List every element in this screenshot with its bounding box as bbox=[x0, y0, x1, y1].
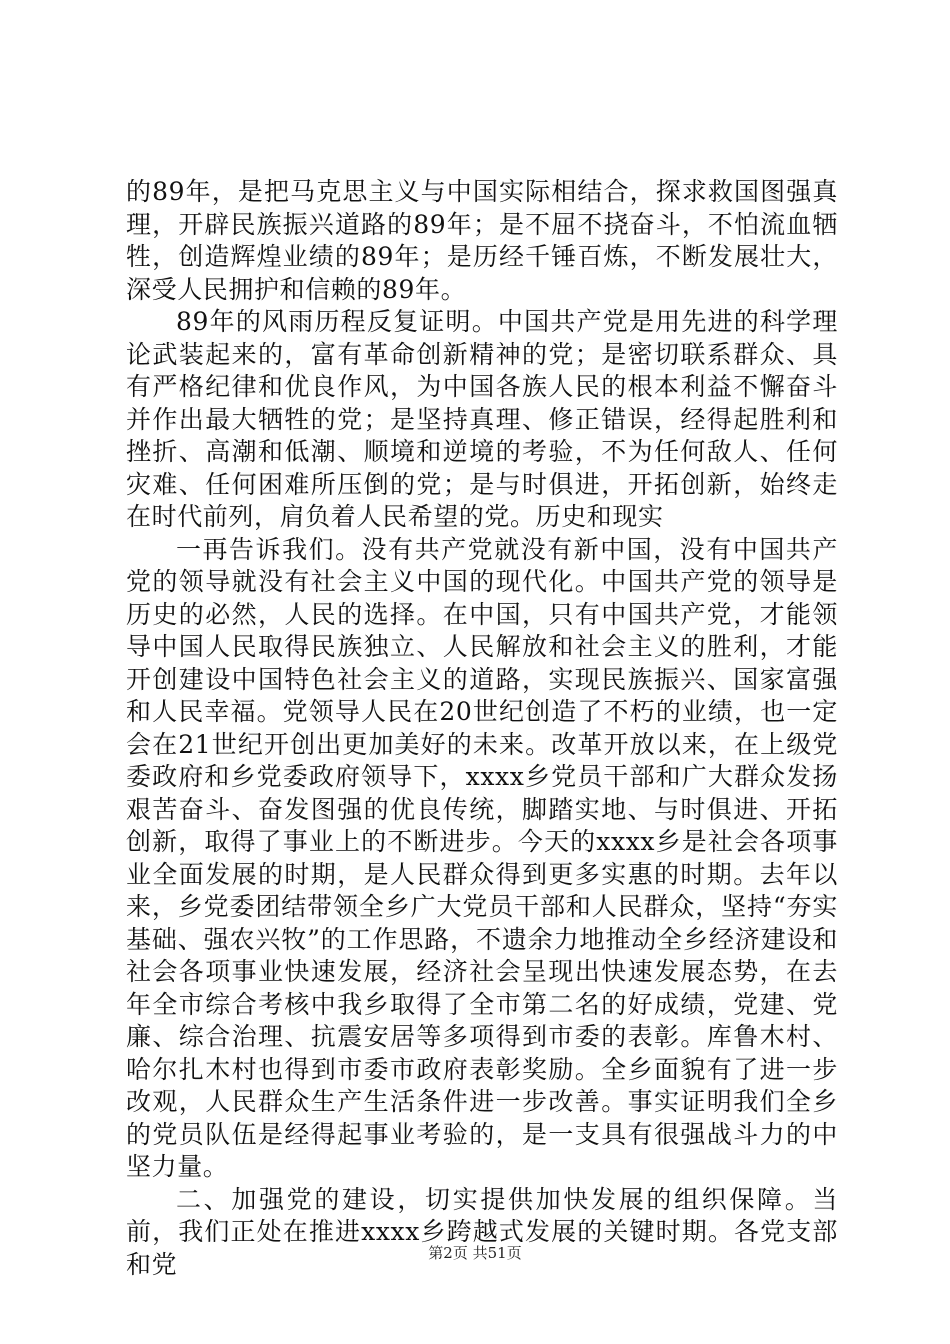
paragraph: 二、加强党的建设，切实提供加快发展的组织保障。当前，我们正处在推进xxxx乡跨越式发展的关键时期。各党支部和党 bbox=[126, 1184, 838, 1279]
document-body bbox=[126, 176, 838, 1281]
paragraph-continuation: 的89年，是把马克思主义与中国实际相结合，探求救国图强真理，开辟民族振兴道路的89年；是不屈不挠奋斗，不怕流血牺牲，创造辉煌业绩的89年；是历经千锤百炼，不断发展壮大，深受人民拥护和信赖的89年。 bbox=[126, 177, 838, 304]
paragraph: 89年的风雨历程反复证明。中国共产党是用先进的科学理论武装起来的，富有革命创新精神的党；是密切联系群众、具有严格纪律和优良作风，为中国各族人民的根本利益不懈奋斗并作出最大牺牲的党；是坚持真理、修正错误，经得起胜利和挫折、高潮和低潮、顺境和逆境的考验，不为任何敌人、任何灾难、任何困难所压倒的党；是与时俱进，开拓创新，始终走在时代前列，肩负着人民希望的党。历史和现实 bbox=[126, 307, 838, 531]
paragraph: 一再告诉我们。没有共产党就没有新中国，没有中国共产党的领导就没有社会主义中国的现代化。中国共产党的领导是历史的必然，人民的选择。在中国，只有中国共产党，才能领导中国人民取得民族独立、人民解放和社会主义的胜利，才能开创建设中国特色社会主义的道路，实现民族振兴、国家富强和人民幸福。党领导人民在20世纪创造了不朽的业绩，也一定会在21世纪开创出更加美好的未来。改革开放以来，在上级党委政府和乡党委政府领导下，xxxx乡党员干部和广大群众发扬艰苦奋斗、奋发图强的优良传统，脚踏实地、与时俱进、开拓创新，取得了事业上的不断进步。今天的xxxx乡是社会各项事业全面发展的时期，是人民群众得到更多实惠的时期。去年以来，乡党委团结带领全乡广大党员干部和人民群众，坚持“夯实基础、强农兴牧”的工作思路，不遗余力地推动全乡经济建设和社会各项事业快速发展，经济社会呈现出快速发展态势，在去年全市综合考核中我乡取得了全市第二名的好成绩，党建、党廉、综合治理、抗震安居等多项得到市委的表彰。库鲁木村、哈尔扎木村也得到市委市政府表彰奖励。全乡面貌有了进一步改观，人民群众生产生活条件进一步改善。事实证明我们全乡的党员队伍是经得起事业考验的，是一支具有很强战斗力的中坚力量。 bbox=[126, 534, 838, 1181]
page-number-footer: 第2页 共51页 bbox=[428, 1244, 522, 1262]
